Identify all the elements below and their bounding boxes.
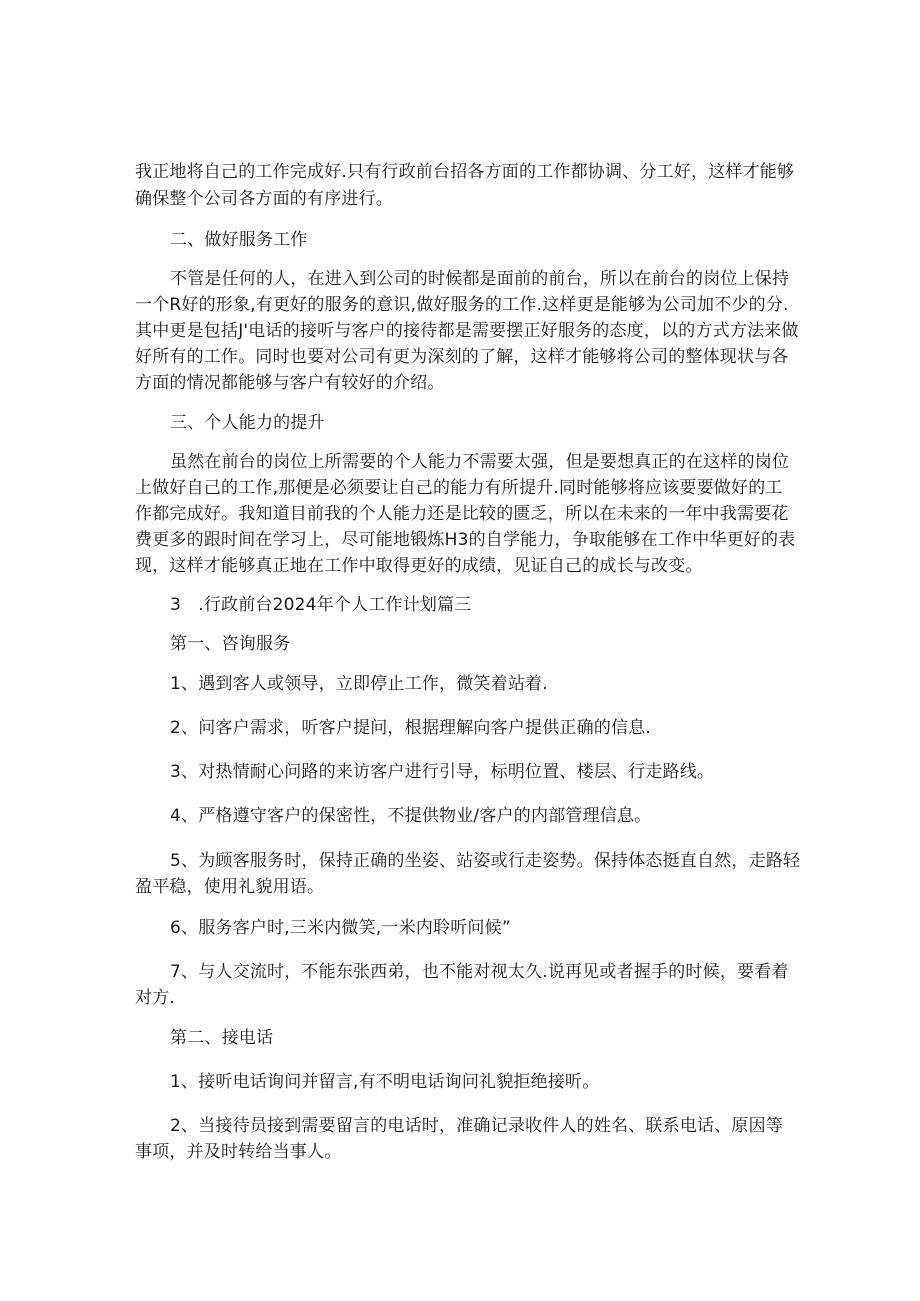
paragraph-line: 一个R好的形象,有更好的服务的意识,做好服务的工作.这样更是能够为公司加不少的分. [135,295,789,315]
paragraph-line: 好所有的工作。同时也要对公司有更为深刻的了解，这样才能够将公司的整体现状与各 [135,347,789,367]
section-heading: 二、做好服务工作 [170,230,308,250]
section-heading: 第一、咨询服务 [170,634,291,654]
list-item: 2、问客户需求，听客户提问，根据理解向客户提供正确的信息. [170,718,652,738]
paragraph-line: 作都完成好。我知道目前我的个人能力还是比较的匮乏，所以在未来的一年中我需要花 [135,504,789,524]
list-item: 6、服务客户时,三米内微笑,一米内聆听问候” [170,918,511,938]
paragraph-line: 方面的情况都能够与客户有较好的介绍。 [135,373,445,393]
paragraph-line: 上做好自己的工作,那便是必须要让自己的能力有所提升.同时能够将应该要要做好的工 [135,478,783,498]
list-item: 4、严格遵守客户的保密性，不提供物业/客户的内部管理信息。 [170,806,652,826]
list-item: 5、为顾客服务时，保持正确的坐姿、站姿或行走姿势。保持体态挺直自然，走路轻 [170,851,801,871]
list-item: 1、接听电话询问并留言,有不明电话询问礼貌拒绝接听。 [170,1072,600,1092]
paragraph-line: 现，这样才能够真正地在工作中取得更好的成绩，见证自己的成长与改变。 [135,556,703,576]
section-heading: 第二、接电话 [170,1028,274,1048]
paragraph-line: 我正地将自己的工作完成好.只有行政前台招各方面的工作都协调、分工好，这样才能够 [135,162,795,182]
paragraph-line: 不管是任何的人，在进入到公司的时候都是面前的前台，所以在前台的岗位上保持 [170,269,790,289]
list-item: 7、与人交流时，不能东张西弟，也不能对视太久.说再见或者握手的时候，要看着 [170,962,789,982]
paragraph-line: 虽然在前台的岗位上所需要的个人能力不需要太强，但是要想真正的在这样的岗位 [170,452,790,472]
paragraph-line: 确保整个公司各方面的有序进行。 [135,189,393,209]
paragraph-line: 其中更是包括J'电话的接听与客户的接待都是需要摆正好服务的态度，以的方式方法来做 [135,321,799,341]
list-item-continuation: 事项，并及时转给当事人。 [135,1142,342,1162]
list-item: 1、遇到客人或领导，立即停止工作，微笑着站着. [170,674,548,694]
list-item: 2、当接待员接到需要留言的电话时，准确记录收件人的姓名、联系电话、原因等 [170,1116,784,1136]
list-item-continuation: 盈平稳，使用礼貌用语。 [135,877,325,897]
paragraph-line: 费更多的跟时间在学习上，尽可能地锻炼H3的自学能力，争取能够在工作中华更好的表 [135,530,796,550]
section-title: 3 .行政前台2024年个人工作计划篇三 [170,595,472,615]
section-heading: 三、个人能力的提升 [170,413,325,433]
list-item-continuation: 对方. [135,988,176,1008]
list-item: 3、对热情耐心问路的来访客户进行引导，标明位置、楼层、行走路线。 [170,762,715,782]
